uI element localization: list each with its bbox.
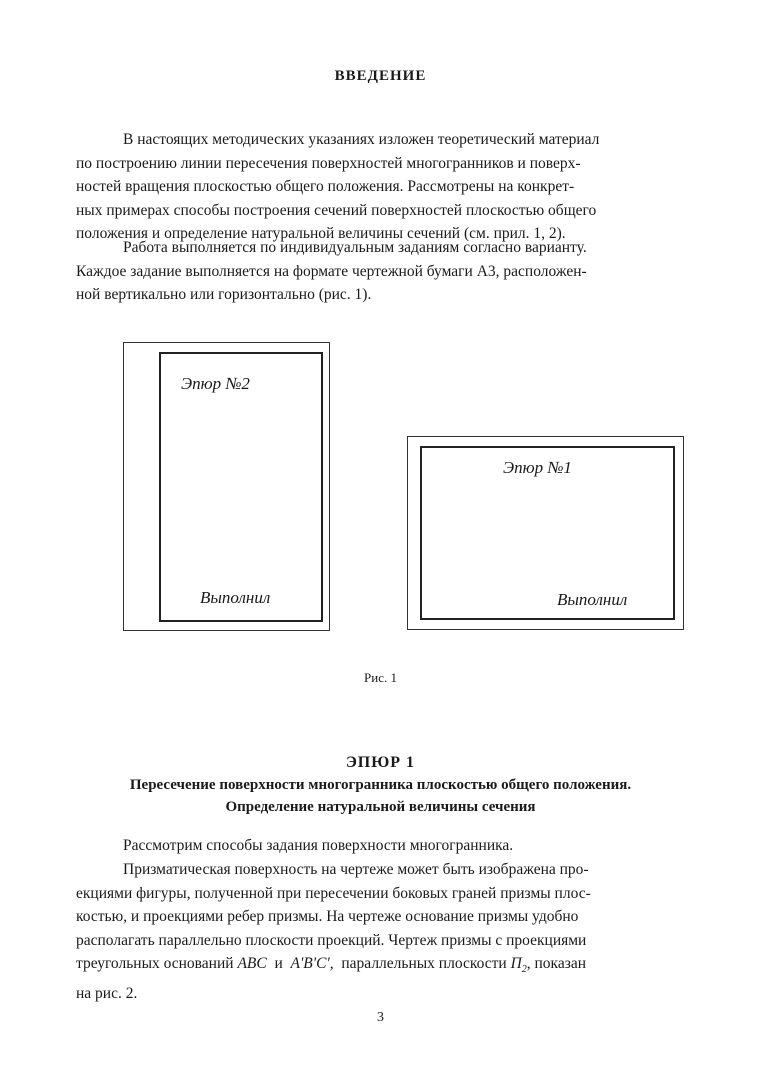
plane-subscript: 2: [521, 964, 527, 976]
text-line: Работа выполняется по индивидуальным заданиям согласно варианту.: [123, 239, 587, 256]
section-subtitle-line-2: Определение натуральной величины сечения: [225, 799, 536, 815]
horizontal-sheet-title: Эпюр №1: [503, 458, 572, 477]
text-fragment: параллельных плоскости: [333, 955, 511, 972]
triangle-abc-prime: A'B'C',: [290, 955, 334, 972]
text-line-with-formulas: [76, 952, 702, 982]
page-number: 3: [377, 1010, 384, 1025]
vertical-sheet-signature: Выполнил: [200, 588, 271, 607]
triangle-abc: ABC: [237, 955, 267, 972]
text-line: екциями фигуры, полученной при пересечении боковых граней призмы плос-: [76, 884, 591, 902]
text-line: ной вертикально или горизонтально (рис. 1).: [76, 286, 372, 303]
intro-paragraph-2: [76, 236, 702, 307]
text-line: костью, и проекциями ребер призмы. На чертеже основание призмы удобно: [76, 908, 579, 925]
text-fragment: треугольных оснований: [76, 955, 238, 972]
section-paragraph-2: [76, 858, 702, 1005]
text-line: В настоящих методических указаниях изложен теоретический материал: [123, 131, 600, 148]
text-line: ных примерах способы построения сечений поверхностей плоскостью общего: [76, 201, 597, 219]
text-line: на рис. 2.: [76, 984, 138, 1002]
text-fragment: , показан: [526, 955, 587, 972]
text-line: по построению линии пересечения поверхностей многогранников и поверх-: [76, 154, 581, 172]
section-paragraph-1: [76, 834, 702, 858]
text-line: положения и определение натуральной величины сечений (см. прил. 1, 2).: [76, 225, 566, 242]
text-line: Каждое задание выполняется на формате чертежной бумаги А3, расположен-: [76, 262, 587, 280]
text-line: располагать параллельно плоскости проекций. Чертеж призмы с проекциями: [76, 931, 587, 949]
horizontal-sheet-signature: Выполнил: [557, 590, 628, 609]
intro-title: ВВЕДЕНИЕ: [334, 68, 427, 84]
intro-paragraph-1: [76, 128, 702, 246]
section-subtitle-line-1: Пересечение поверхности многогранника плоскостью общего положения.: [129, 777, 632, 793]
plane-symbol: П: [510, 955, 522, 972]
text-fragment: и: [266, 955, 291, 972]
section-title: ЭПЮР 1: [345, 754, 416, 771]
text-line: ностей вращения плоскостью общего положения. Рассмотрены на конкрет-: [76, 178, 575, 195]
vertical-sheet-title: Эпюр №2: [181, 374, 250, 393]
figure-caption: Рис. 1: [364, 670, 397, 685]
text-line: Призматическая поверхность на чертеже может быть изображена про-: [123, 861, 589, 878]
text-line: Рассмотрим способы задания поверхности многогранника.: [123, 837, 514, 854]
